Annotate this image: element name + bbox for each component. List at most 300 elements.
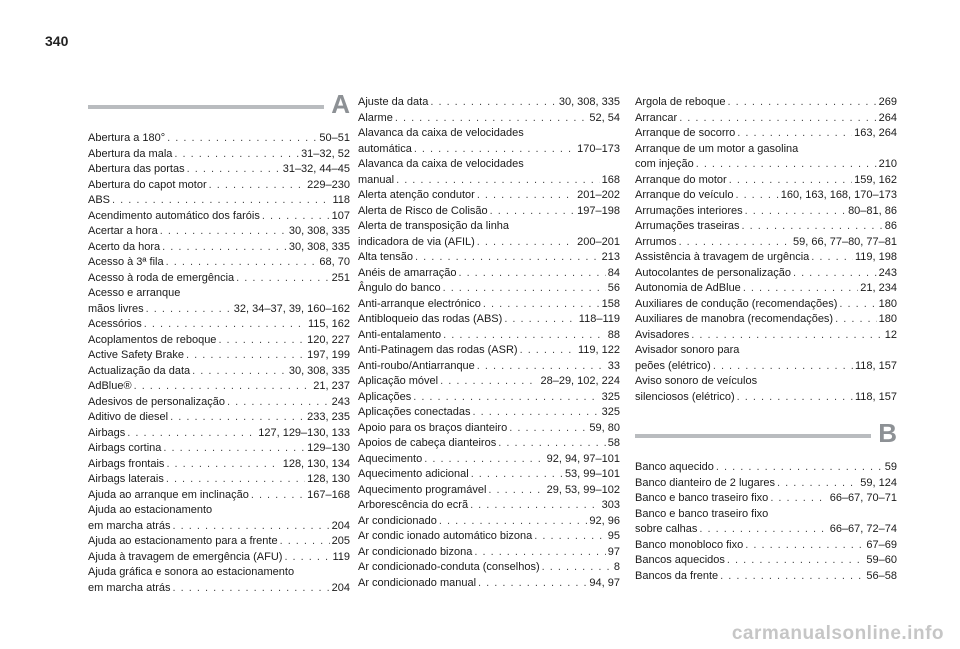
- index-entry-line: [358, 560, 620, 576]
- entry-pages: 163, 264: [854, 127, 897, 139]
- dot-leader: [520, 343, 576, 359]
- index-entry-line: [88, 488, 350, 504]
- index-entry: [635, 95, 897, 111]
- dot-leader: [440, 374, 538, 390]
- dot-leader: [542, 560, 612, 576]
- entry-pages: 197–198: [577, 204, 620, 217]
- index-entry-line: [358, 576, 620, 592]
- index-entry: [88, 472, 350, 488]
- entry-pages: 66–67, 70–71: [829, 492, 897, 504]
- index-entry: [635, 250, 897, 266]
- entry-label: Banco e banco traseiro fixo: [635, 507, 769, 520]
- entry-label: Anéis de amarração: [358, 266, 457, 279]
- index-entry-line: [635, 297, 897, 313]
- dot-leader: [166, 472, 305, 488]
- dot-leader: [699, 522, 827, 538]
- entry-label: Alerta de transposição da linha: [358, 220, 510, 232]
- index-entry: [635, 507, 897, 538]
- dot-leader: [811, 250, 853, 266]
- entry-label: Ajuda à travagem de emergência (AFU): [88, 550, 283, 563]
- index-entry-line: [88, 472, 350, 488]
- section-header-b: [635, 418, 897, 450]
- entry-label: Ajuda ao estacionamento para a frente: [88, 535, 278, 547]
- dot-leader: [729, 173, 852, 189]
- index-entry-line: [88, 348, 350, 364]
- index-entry-line: [358, 328, 620, 344]
- entry-label: automática: [358, 142, 412, 155]
- dot-leader: [166, 457, 280, 473]
- entry-pages: 53, 99–101: [564, 468, 620, 480]
- entry-label: peões (elétrico): [635, 359, 711, 372]
- entry-label: Ajuda ao arranque em inclinação: [88, 488, 249, 501]
- dot-leader: [170, 410, 305, 426]
- entry-label: Alta tensão: [358, 251, 414, 263]
- index-entry-line: [88, 147, 350, 163]
- entry-pages: 269: [878, 96, 897, 108]
- dot-leader: [236, 271, 329, 287]
- index-entry-line: [635, 507, 897, 523]
- dot-leader: [439, 514, 588, 530]
- entry-label: Alerta atenção condutor: [358, 189, 475, 201]
- index-entry-line: [358, 219, 620, 235]
- entry-pages: 233, 235: [307, 411, 350, 423]
- entry-label: Acerto da hora: [88, 240, 161, 253]
- dot-leader: [477, 235, 575, 251]
- index-entry-line: [88, 410, 350, 426]
- entry-pages: 52, 54: [589, 111, 620, 124]
- entry-pages: 68, 70: [319, 256, 350, 268]
- index-entry: [358, 560, 620, 576]
- entry-pages: 120, 227: [307, 333, 350, 346]
- entry-label: Arranque de um motor a gasolina: [635, 142, 799, 155]
- index-entry: [635, 374, 897, 405]
- entry-label: Assistência à travagem de urgência: [635, 251, 810, 263]
- index-entry: [635, 204, 897, 220]
- entry-pages: 129–130: [307, 442, 350, 454]
- entry-pages: 115, 162: [307, 318, 350, 330]
- entry-label: Aplicação móvel: [358, 375, 439, 387]
- index-entry: [635, 111, 897, 127]
- entry-label: silenciosos (elétrico): [635, 390, 735, 403]
- entry-pages: 201–202: [577, 189, 620, 201]
- watermark: carmanualsonline.info: [731, 623, 944, 644]
- index-entry: [635, 173, 897, 189]
- entry-pages: 84: [607, 266, 620, 279]
- dot-leader: [284, 550, 330, 566]
- index-entry-line: [88, 240, 350, 256]
- dot-leader: [160, 224, 287, 240]
- index-entry-line: [635, 328, 897, 344]
- index-entry: [358, 359, 620, 375]
- index-entry: [88, 395, 350, 411]
- index-entry-line: [635, 266, 897, 282]
- index-entry-line: [358, 235, 620, 251]
- index-entry-line: [635, 157, 897, 173]
- index-entry-line: [358, 483, 620, 499]
- entry-label: Banco e banco traseiro fixo: [635, 492, 769, 504]
- entry-pages: 119, 198: [854, 251, 897, 263]
- dot-leader: [414, 142, 575, 158]
- dot-leader: [679, 235, 791, 251]
- index-entry-line: [635, 235, 897, 251]
- index-entry: [635, 188, 897, 204]
- index-entry-line: [358, 250, 620, 266]
- entry-label: Antibloqueio das rodas (ABS): [358, 313, 503, 325]
- entry-pages: 118, 157: [854, 359, 897, 372]
- index-entry-line: [358, 467, 620, 483]
- entry-label: Arrumações interiores: [635, 204, 743, 217]
- entry-label: Ar condic ionado automático bizona: [358, 530, 533, 542]
- dot-leader: [720, 569, 864, 585]
- section-spacer: [635, 405, 897, 424]
- entry-pages: 160, 163, 168, 170–173: [780, 189, 897, 201]
- index-entry: [88, 426, 350, 442]
- index-entry: [358, 498, 620, 514]
- index-entry-line: [635, 142, 897, 158]
- index-column-3: [635, 95, 897, 584]
- dot-leader: [470, 498, 600, 514]
- entry-label: Apoio para os braços dianteiro: [358, 421, 508, 434]
- dot-leader: [280, 534, 330, 550]
- index-entry: [635, 328, 897, 344]
- index-entry-line: [88, 302, 350, 318]
- index-entry-line: [88, 457, 350, 473]
- entry-pages: 107: [331, 209, 350, 222]
- index-entry: [635, 235, 897, 251]
- entry-pages: 80–81, 86: [848, 204, 897, 217]
- index-entry: [635, 297, 897, 313]
- index-entry-line: [358, 374, 620, 390]
- page-number: 340: [45, 33, 69, 49]
- entry-pages: 303: [601, 499, 620, 511]
- index-entry-line: [635, 173, 897, 189]
- dot-leader: [173, 519, 330, 535]
- entry-pages: 56: [607, 282, 620, 294]
- entry-label: Banco aquecido: [635, 461, 714, 473]
- entry-label: Alerta de Risco de Colisão: [358, 204, 488, 217]
- index-entry: [635, 491, 897, 507]
- entry-pages: 205: [331, 535, 350, 547]
- index-entry: [635, 476, 897, 492]
- index-entry-line: [88, 224, 350, 240]
- entry-label: indicadora de via (AFIL): [358, 235, 475, 248]
- index-entry-line: [88, 550, 350, 566]
- index-entry: [88, 193, 350, 209]
- entry-label: Alavanca da caixa de velocidades: [358, 127, 524, 139]
- index-entry: [358, 576, 620, 592]
- entry-pages: 8: [613, 561, 620, 573]
- entry-label: Banco monobloco fixo: [635, 538, 744, 551]
- index-entry: [635, 538, 897, 554]
- entry-pages: 128, 130, 134: [282, 457, 350, 470]
- index-entry-line: [635, 281, 897, 297]
- index-entry-line: [635, 312, 897, 328]
- index-entry: [358, 204, 620, 220]
- index-entry: [358, 343, 620, 359]
- index-entry: [635, 343, 897, 374]
- dot-leader: [173, 581, 330, 597]
- entry-label: Arranque do motor: [635, 173, 727, 186]
- entry-pages: 180: [878, 297, 897, 310]
- dot-leader: [186, 348, 305, 364]
- dot-leader: [742, 219, 883, 235]
- entry-pages: 158: [601, 297, 620, 310]
- index-entry-line: [358, 359, 620, 375]
- dot-leader: [395, 111, 588, 127]
- entry-pages: 213: [601, 251, 620, 263]
- entry-pages: 119: [332, 550, 350, 563]
- entry-label: Aquecimento: [358, 452, 423, 465]
- entry-pages: 325: [601, 406, 620, 418]
- index-entry-line: [88, 333, 350, 349]
- index-entry: [88, 550, 350, 566]
- section-divider: [635, 434, 871, 438]
- entry-label: Autonomia de AdBlue: [635, 282, 741, 294]
- index-entry-line: [635, 111, 897, 127]
- dot-leader: [509, 421, 587, 437]
- entry-label: Acoplamentos de reboque: [88, 333, 217, 346]
- entry-label: Anti-entalamento: [358, 328, 442, 341]
- dot-leader: [262, 209, 330, 225]
- entry-label: Acessórios: [88, 318, 142, 330]
- entry-pages: 29, 53, 99–102: [546, 483, 620, 496]
- entry-label: Arranque de socorro: [635, 127, 736, 139]
- dot-leader: [477, 359, 606, 375]
- dot-leader: [112, 193, 330, 209]
- dot-leader: [743, 281, 858, 297]
- entry-pages: 204: [331, 581, 350, 594]
- index-entry: [358, 328, 620, 344]
- entry-label: Argola de reboque: [635, 96, 726, 108]
- entry-label: Acendimento automático dos faróis: [88, 209, 260, 222]
- index-entry-line: [358, 266, 620, 282]
- index-entry-line: [88, 131, 350, 147]
- dot-leader: [474, 545, 605, 561]
- dot-leader: [488, 483, 544, 499]
- index-entry: [358, 266, 620, 282]
- index-entry: [358, 529, 620, 545]
- index-entry-line: [358, 545, 620, 561]
- entry-pages: 59–60: [866, 554, 897, 566]
- entry-pages: 33: [607, 359, 620, 372]
- index-entry-line: [635, 126, 897, 142]
- entry-label: Adesivos de personalização: [88, 395, 225, 408]
- entry-pages: 229–230: [307, 178, 350, 191]
- index-entry-line: [88, 317, 350, 333]
- index-entry: [88, 271, 350, 287]
- entry-pages: 31–32, 44–45: [282, 163, 350, 175]
- entry-label: Abertura a 180°: [88, 132, 166, 144]
- entry-label: Alavanca da caixa de velocidades: [358, 158, 524, 170]
- section-letter: B: [878, 418, 897, 448]
- entry-pages: 159, 162: [854, 173, 897, 186]
- entry-pages: 86: [884, 220, 897, 232]
- index-entry-line: [635, 359, 897, 375]
- entry-label: Airbags frontais: [88, 457, 165, 470]
- index-entry-line: [88, 364, 350, 380]
- dot-leader: [396, 173, 600, 189]
- entry-label: Aplicações conectadas: [358, 406, 471, 418]
- dot-leader: [413, 390, 599, 406]
- index-entry-line: [88, 255, 350, 271]
- dot-leader: [227, 395, 330, 411]
- index-entry-line: [88, 441, 350, 457]
- index-entry: [88, 348, 350, 364]
- entry-label: Arborescência do ecrã: [358, 499, 469, 511]
- entry-label: em marcha atrás: [88, 581, 171, 594]
- index-entry-line: [358, 173, 620, 189]
- index-entry: [358, 312, 620, 328]
- index-entry: [635, 460, 897, 476]
- index-entry: [358, 452, 620, 468]
- dot-leader: [477, 188, 575, 204]
- dot-leader: [483, 297, 600, 313]
- entry-pages: 21, 234: [860, 282, 897, 294]
- index-entry-line: [358, 204, 620, 220]
- index-entry: [88, 178, 350, 194]
- index-entry: [635, 219, 897, 235]
- dot-leader: [728, 95, 877, 111]
- dot-leader: [770, 491, 827, 507]
- dot-leader: [187, 162, 281, 178]
- dot-leader: [727, 553, 865, 569]
- entry-label: Active Safety Brake: [88, 349, 184, 361]
- section-header-a: [88, 89, 350, 121]
- dot-leader: [134, 379, 312, 395]
- entry-pages: 30, 308, 335: [288, 240, 350, 253]
- index-entry-line: [635, 219, 897, 235]
- index-entry: [88, 457, 350, 473]
- entry-pages: 210: [878, 158, 897, 170]
- entry-pages: 97: [607, 545, 620, 558]
- entry-pages: 251: [331, 271, 350, 284]
- index-entry: [88, 147, 350, 163]
- entry-pages: 127, 129–130, 133: [258, 426, 350, 439]
- index-entry: [358, 157, 620, 188]
- index-entry-line: [635, 343, 897, 359]
- index-entry-line: [635, 250, 897, 266]
- index-entry-line: [358, 312, 620, 328]
- index-entry: [88, 441, 350, 457]
- entry-label: Aquecimento programável: [358, 483, 487, 496]
- entry-label: Aplicações: [358, 390, 412, 403]
- entry-pages: 94, 97: [589, 576, 620, 589]
- dot-leader: [735, 188, 778, 204]
- entry-label: Abertura da mala: [88, 147, 173, 160]
- index-entry: [358, 188, 620, 204]
- entry-label: Ajuda ao estacionamento: [88, 504, 213, 516]
- entry-label: Ar condicionado manual: [358, 576, 477, 589]
- entry-label: ABS: [88, 194, 111, 206]
- dot-leader: [251, 488, 305, 504]
- dot-leader: [534, 529, 605, 545]
- dot-leader: [424, 452, 544, 468]
- entry-pages: 118–119: [578, 313, 620, 325]
- index-entry: [358, 483, 620, 499]
- index-entry-line: [358, 157, 620, 173]
- entry-pages: 119, 122: [577, 344, 620, 356]
- index-entry: [88, 209, 350, 225]
- index-entry-line: [635, 390, 897, 406]
- index-column-1: [88, 89, 350, 596]
- entry-pages: 30, 308, 335: [288, 364, 350, 377]
- index-entry: [88, 286, 350, 317]
- dot-leader: [679, 111, 876, 127]
- index-entry-line: [88, 193, 350, 209]
- index-entry: [88, 565, 350, 596]
- entry-label: Ajuda gráfica e sonora ao estacionamento: [88, 566, 295, 578]
- index-entry: [635, 281, 897, 297]
- index-entry: [88, 131, 350, 147]
- dot-leader: [443, 281, 606, 297]
- index-entry: [358, 374, 620, 390]
- dot-leader: [144, 317, 306, 333]
- entry-pages: 21, 237: [313, 380, 350, 392]
- entry-pages: 59, 124: [860, 476, 897, 489]
- dot-leader: [490, 204, 576, 220]
- index-entry-line: [635, 491, 897, 507]
- dot-leader: [737, 390, 853, 406]
- entry-pages: 67–69: [866, 538, 897, 551]
- entry-label: Abertura do capot motor: [88, 178, 207, 191]
- entry-label: Avisador sonoro para: [635, 344, 740, 356]
- dot-leader: [777, 476, 858, 492]
- entry-pages: 325: [601, 390, 620, 403]
- index-entry-line: [358, 111, 620, 127]
- entry-pages: 200–201: [577, 235, 620, 248]
- index-entry-line: [358, 297, 620, 313]
- index-entry-line: [358, 498, 620, 514]
- entry-label: Avisadores: [635, 328, 690, 341]
- index-entry-line: [358, 405, 620, 421]
- entry-pages: 92, 96: [589, 514, 620, 527]
- index-entry: [358, 545, 620, 561]
- index-entry-line: [635, 374, 897, 390]
- entry-label: Bancos da frente: [635, 569, 719, 582]
- index-entry-line: [88, 178, 350, 194]
- dot-leader: [737, 126, 852, 142]
- index-entry-line: [88, 581, 350, 597]
- entry-pages: 58: [607, 437, 620, 449]
- entry-label: Arrumos: [635, 235, 677, 248]
- dot-leader: [127, 426, 256, 442]
- entry-label: com injeção: [635, 158, 694, 170]
- dot-leader: [471, 467, 563, 483]
- entry-label: Acesso à 3ª fila: [88, 256, 164, 268]
- entry-label: Abertura das portas: [88, 163, 185, 175]
- index-entry: [88, 162, 350, 178]
- index-entry-line: [358, 452, 620, 468]
- index-entry-line: [88, 271, 350, 287]
- index-entry: [88, 503, 350, 534]
- entry-label: Airbags laterais: [88, 473, 164, 485]
- entry-pages: 264: [878, 111, 897, 124]
- index-entry-line: [88, 519, 350, 535]
- entry-label: Bancos aquecidos: [635, 554, 725, 566]
- entry-pages: 32, 34–37, 39, 160–162: [233, 302, 350, 315]
- entry-pages: 59, 66, 77–80, 77–81: [793, 235, 897, 248]
- dot-leader: [162, 240, 287, 256]
- index-entry-line: [635, 476, 897, 492]
- index-entry: [88, 410, 350, 426]
- entry-pages: 66–67, 72–74: [829, 523, 897, 535]
- dot-leader: [839, 297, 876, 313]
- dot-leader: [793, 266, 877, 282]
- entry-label: sobre calhas: [635, 523, 698, 535]
- entry-label: Acertar a hora: [88, 225, 158, 237]
- entry-label: Acesso à roda de emergência: [88, 271, 235, 284]
- index-entry: [635, 266, 897, 282]
